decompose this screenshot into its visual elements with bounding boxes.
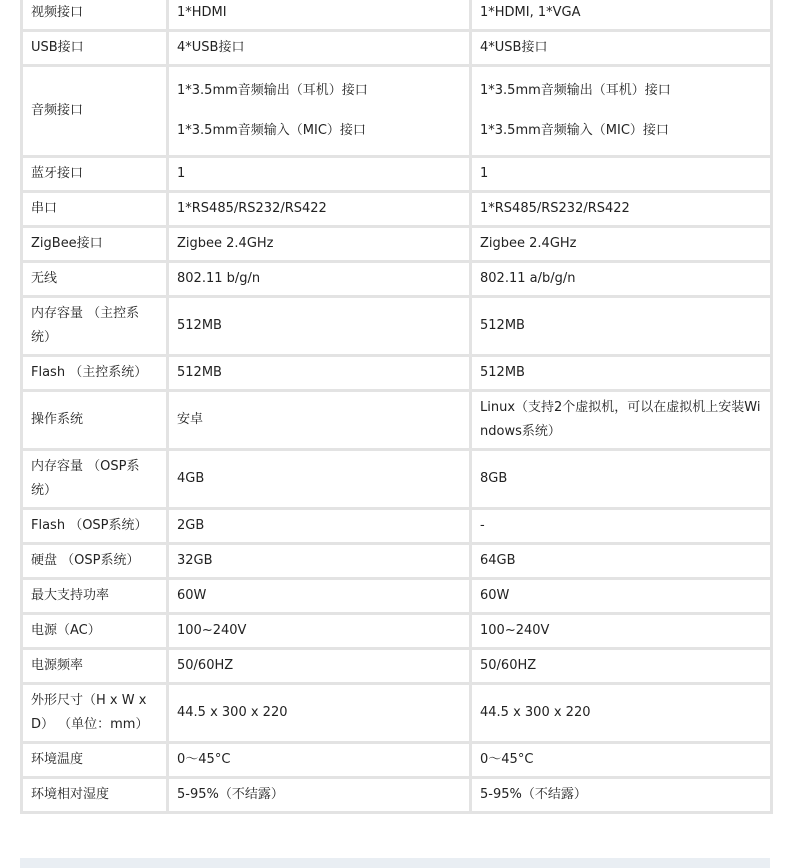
spec-label-cell: 内存容量 （OSP系统）	[22, 450, 168, 509]
spec-value-text: 4*USB接口	[480, 40, 548, 55]
spec-value-cell-model-a	[168, 391, 471, 450]
spec-row	[22, 544, 772, 579]
spec-value-cell-model-a	[168, 192, 471, 227]
spec-value-cell-model-b	[471, 743, 772, 778]
spec-value-text: 1*3.5mm音频输入（MIC）接口	[480, 123, 669, 138]
spec-value-text: Zigbee 2.4GHz	[480, 236, 577, 251]
spec-value-text: 0～45°C	[480, 752, 534, 767]
spec-value-cell-model-b	[471, 66, 772, 157]
spec-value-cell-model-b	[471, 778, 772, 813]
spec-value-cell-model-a	[168, 614, 471, 649]
spec-value-text: 4*USB接口	[177, 40, 245, 55]
spec-value-text: 512MB	[177, 318, 222, 333]
spec-value-text: 32GB	[177, 553, 213, 568]
spec-label-cell: 音频接口	[22, 66, 168, 157]
spec-value-text: 1*HDMI	[177, 5, 227, 20]
spec-value-text: 50/60HZ	[480, 658, 537, 673]
spec-label-cell: 外形尺寸（H x W x D） （单位：mm）	[22, 684, 168, 743]
spec-value-cell-model-a	[168, 0, 471, 31]
spec-value-text: 512MB	[177, 365, 222, 380]
spec-value-text: 5-95%（不结露）	[480, 787, 587, 802]
spec-label-cell: USB接口	[22, 31, 168, 66]
spec-value-text: 100~240V	[177, 623, 247, 638]
spec-value-text: 8GB	[480, 471, 508, 486]
spec-value-cell-model-b	[471, 579, 772, 614]
spec-value-cell-model-b	[471, 356, 772, 391]
spec-row	[22, 262, 772, 297]
spec-value-text: 1*3.5mm音频输出（耳机）接口	[177, 83, 368, 98]
spec-value-cell-model-a	[168, 297, 471, 356]
spec-row	[22, 614, 772, 649]
spec-label-cell: 视频接口	[22, 0, 168, 31]
spec-row	[22, 192, 772, 227]
spec-value-cell-model-b	[471, 192, 772, 227]
spec-row	[22, 743, 772, 778]
spec-value-cell-model-b	[471, 450, 772, 509]
spec-label-cell: 电源频率	[22, 649, 168, 684]
spec-value-cell-model-b	[471, 262, 772, 297]
spec-value-cell-model-a	[168, 356, 471, 391]
spec-value-text: 1	[177, 166, 186, 181]
spec-label-cell: 无线	[22, 262, 168, 297]
spec-row	[22, 509, 772, 544]
spec-value-text: 60W	[177, 588, 207, 603]
spec-value-text: 802.11 a/b/g/n	[480, 271, 576, 286]
spec-row	[22, 227, 772, 262]
spec-label-cell: 操作系统	[22, 391, 168, 450]
spec-label-cell: 最大支持功率	[22, 579, 168, 614]
table-bottom-bar	[20, 858, 770, 868]
spec-label-cell: 串口	[22, 192, 168, 227]
spec-value-cell-model-b	[471, 391, 772, 450]
spec-label-cell: 环境相对湿度	[22, 778, 168, 813]
spec-value-text: 4GB	[177, 471, 205, 486]
spec-value-text: Linux（支持2个虚拟机，可以在虚拟机上安装Windows系统）	[480, 400, 761, 439]
spec-value-cell-model-b	[471, 157, 772, 192]
spec-value-text: 1*RS485/RS232/RS422	[480, 201, 630, 216]
spec-value-cell-model-a	[168, 262, 471, 297]
spec-value-cell-model-a	[168, 684, 471, 743]
spec-value-text: 802.11 b/g/n	[177, 271, 261, 286]
spec-value-cell-model-a	[168, 579, 471, 614]
spec-value-text: 60W	[480, 588, 510, 603]
spec-value-text: 0～45°C	[177, 752, 231, 767]
spec-value-cell-model-b	[471, 509, 772, 544]
spec-value-cell-model-b	[471, 31, 772, 66]
spec-label-cell: Flash （主控系统）	[22, 356, 168, 391]
spec-row	[22, 649, 772, 684]
spec-row	[22, 579, 772, 614]
spec-label-cell: 电源（AC）	[22, 614, 168, 649]
spec-value-cell-model-a	[168, 157, 471, 192]
spec-value-text: 512MB	[480, 318, 525, 333]
spec-value-cell-model-a	[168, 544, 471, 579]
spec-table-body	[22, 0, 772, 813]
spec-row	[22, 66, 772, 157]
spec-value-cell-model-a	[168, 450, 471, 509]
spec-value-cell-model-b	[471, 227, 772, 262]
spec-value-text: 1*3.5mm音频输入（MIC）接口	[177, 123, 366, 138]
spec-value-cell-model-b	[471, 0, 772, 31]
spec-value-cell-model-a	[168, 649, 471, 684]
spec-row	[22, 157, 772, 192]
spec-row	[22, 450, 772, 509]
spec-value-cell-model-a	[168, 66, 471, 157]
spec-value-cell-model-a	[168, 778, 471, 813]
spec-value-cell-model-b	[471, 544, 772, 579]
spec-row	[22, 31, 772, 66]
spec-value-text: 2GB	[177, 518, 205, 533]
spec-value-text: 1*HDMI, 1*VGA	[480, 5, 581, 20]
spec-value-text: 44.5 x 300 x 220	[480, 705, 591, 720]
spec-value-text: 100~240V	[480, 623, 550, 638]
spec-value-text: 64GB	[480, 553, 516, 568]
spec-value-text: 1*3.5mm音频输出（耳机）接口	[480, 83, 671, 98]
spec-row	[22, 684, 772, 743]
spec-label-cell: Flash （OSP系统）	[22, 509, 168, 544]
spec-row	[22, 297, 772, 356]
spec-label-cell: 环境温度	[22, 743, 168, 778]
spec-value-cell-model-a	[168, 743, 471, 778]
spec-value-text: 5-95%（不结露）	[177, 787, 284, 802]
spec-row	[22, 391, 772, 450]
spec-value-text: 512MB	[480, 365, 525, 380]
spec-row	[22, 778, 772, 813]
spec-value-cell-model-b	[471, 684, 772, 743]
spec-value-cell-model-b	[471, 297, 772, 356]
spec-value-text: 1	[480, 166, 489, 181]
spec-label-cell: 蓝牙接口	[22, 157, 168, 192]
spec-value-cell-model-a	[168, 31, 471, 66]
spec-value-cell-model-b	[471, 614, 772, 649]
spec-value-text: 44.5 x 300 x 220	[177, 705, 288, 720]
spec-value-text: 50/60HZ	[177, 658, 234, 673]
spec-table	[20, 0, 773, 814]
spec-value-text: 1*RS485/RS232/RS422	[177, 201, 327, 216]
spec-value-text: 安卓	[177, 412, 204, 427]
spec-row	[22, 0, 772, 31]
spec-value-text: -	[480, 518, 485, 533]
spec-row	[22, 356, 772, 391]
spec-value-cell-model-b	[471, 649, 772, 684]
spec-label-cell: 硬盘 （OSP系统）	[22, 544, 168, 579]
spec-value-cell-model-a	[168, 509, 471, 544]
spec-value-cell-model-a	[168, 227, 471, 262]
spec-value-text: Zigbee 2.4GHz	[177, 236, 274, 251]
spec-label-cell: 内存容量 （主控系统）	[22, 297, 168, 356]
spec-label-cell: ZigBee接口	[22, 227, 168, 262]
